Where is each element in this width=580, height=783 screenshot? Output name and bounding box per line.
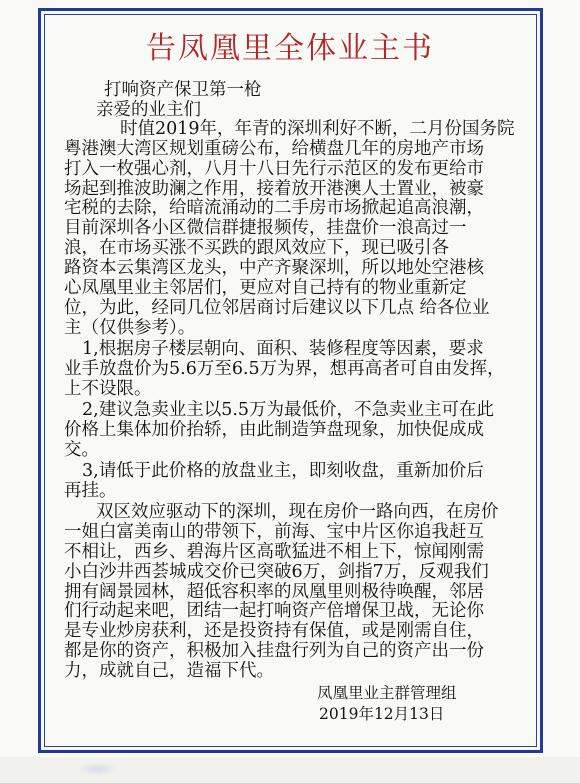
signature-date: 2019年12月13日 [319,705,445,723]
body-line: 都是你的资产，积极加入挂盘行列为自己的资产出一份 [64,641,484,661]
notice-greeting: 亲爱的业主们 [96,100,201,120]
body-line: 目前深圳各小区微信群捷报频传，挂盘价一浪高过一 [64,218,467,238]
body-line: 一姐白富美南山的带领下，前海、宝中片区你追我赶互 [64,522,484,542]
body-line: 场起到推波助澜之作用，接着放开港澳人士置业，被豪 [64,179,484,199]
body-line: 时值2019年，年青的深圳利好不断，二月份国务院 [120,119,515,139]
body-line: 们行动起来吧，团结一起打响资产倍增保卫战，无论你 [64,601,484,621]
body-line: 小白沙井西荟城成交价已突破6万，剑指7万，反观我们 [64,562,489,582]
body-line: 宅税的去除，给暗流涌动的二手房市场掀起追高浪潮， [64,198,484,218]
body-line: 路资本云集湾区龙头，中产齐聚深圳，所以地处空港核 [64,258,484,278]
body-line: 1,根据房子楼层朝向、面积、装修程度等因素，要求 [82,339,484,359]
body-line: 粤港澳大湾区规划重磅公布，给横盘几年的房地产市场 [64,139,484,159]
body-line: 打入一枚强心剂，八月十八日先行示范区的发布更给市 [64,159,484,179]
body-line: 心凤凰里业主邻居们，更应对自己持有的物业重新定 [64,278,467,298]
body-line: 2,建议急卖业主以5.5万为最低价，不急卖业主可在此 [82,400,495,420]
body-line: 交。 [64,440,99,460]
body-line: 位，为此，经同几位邻居商讨后建议以下几点 给各位业 [64,298,490,318]
body-line: 业手放盘价为5.6万至6.5万为界，想再高者可自由发挥， [64,359,505,379]
notice-title: 告凤凰里全体业主书 [146,31,434,66]
body-line: 价格上集体加价抬轿，由此制造笋盘现象，加快促成成 [64,420,484,440]
body-line: 拥有阔景园林，超低容积率的凤凰里则极待唤醒，邻居 [64,582,484,602]
body-line: 主（仅供参考）。 [64,318,196,338]
body-line: 3,请低于此价格的放盘业主，即刻收盘，重新加价后 [82,461,484,481]
body-line: 浪，在市场买涨不买跌的跟风效应下，现已吸引各 [64,238,449,258]
body-line: 双区效应驱动下的深圳，现在房价一路向西，在房价 [96,502,499,522]
body-line: 再挂。 [64,481,117,501]
body-line: 是专业炒房获利，还是投资持有保值，或是刚需自住， [64,621,484,641]
blue-smudge [78,762,118,776]
body-line: 力，成就自己，造福下代。 [64,661,274,681]
notice-subtitle: 打响资产保卫第一枪 [104,80,262,100]
body-line: 上不设限。 [64,379,152,399]
signature-organization: 凤凰里业主群管理组 [317,684,457,702]
body-line: 不相让，西乡、碧海片区高歌猛进不相上下，惊闻刚需 [64,542,484,562]
